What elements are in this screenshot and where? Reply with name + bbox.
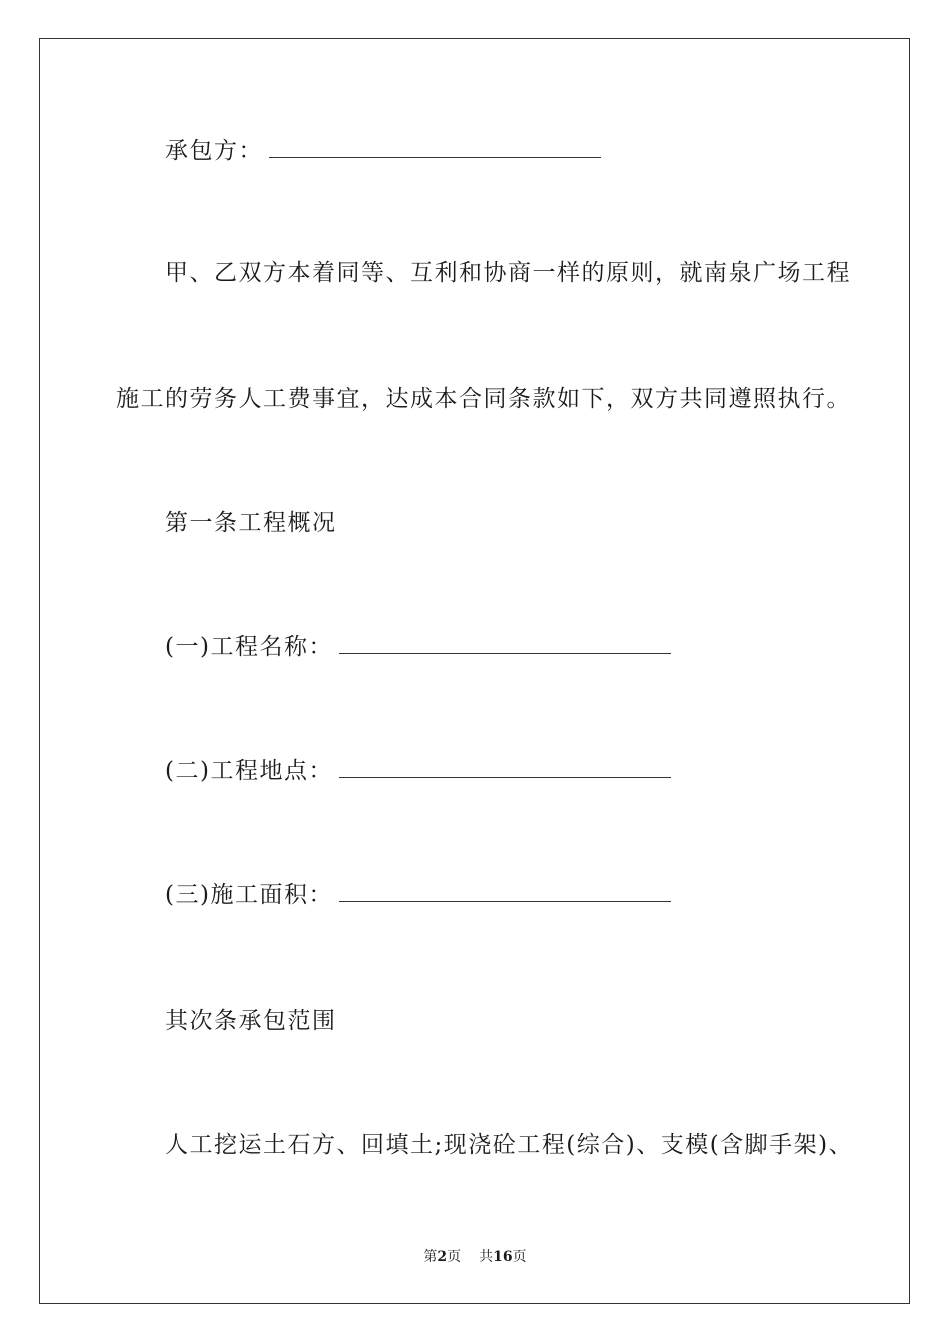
total-prefix: 共	[479, 1249, 494, 1265]
contractor-label: 承包方：	[165, 138, 263, 164]
construction-area-label: (三)施工面积：	[165, 882, 333, 908]
article-1-heading: 第一条工程概况	[165, 510, 337, 536]
page-border	[39, 38, 910, 1304]
total-suffix: 页	[512, 1249, 527, 1265]
construction-area-blank[interactable]	[339, 881, 671, 902]
project-location-line	[165, 756, 671, 786]
contractor-line	[165, 136, 601, 166]
page-suffix: 页	[447, 1249, 462, 1265]
scope-paragraph-line-1: 人工挖运土石方、回填土;现浇砼工程(综合)、支模(含脚手架)、	[165, 1132, 854, 1158]
project-location-label: (二)工程地点：	[165, 758, 333, 784]
construction-area-line	[165, 880, 671, 910]
project-name-blank[interactable]	[339, 633, 671, 654]
page-footer	[0, 1247, 950, 1267]
contractor-blank[interactable]	[269, 137, 601, 158]
total-pages: 16	[493, 1249, 513, 1265]
page-prefix: 第	[423, 1249, 438, 1265]
project-location-blank[interactable]	[339, 757, 671, 778]
intro-paragraph-line-2: 施工的劳务人工费事宜，达成本合同条款如下，双方共同遵照执行。	[116, 386, 851, 412]
article-2-heading: 其次条承包范围	[165, 1008, 337, 1034]
project-name-line	[165, 632, 671, 662]
intro-paragraph-line-1: 甲、乙双方本着同等、互利和协商一样的原则，就南泉广场工程	[165, 260, 851, 286]
project-name-label: (一)工程名称：	[165, 634, 333, 660]
page-number: 2	[437, 1249, 448, 1265]
